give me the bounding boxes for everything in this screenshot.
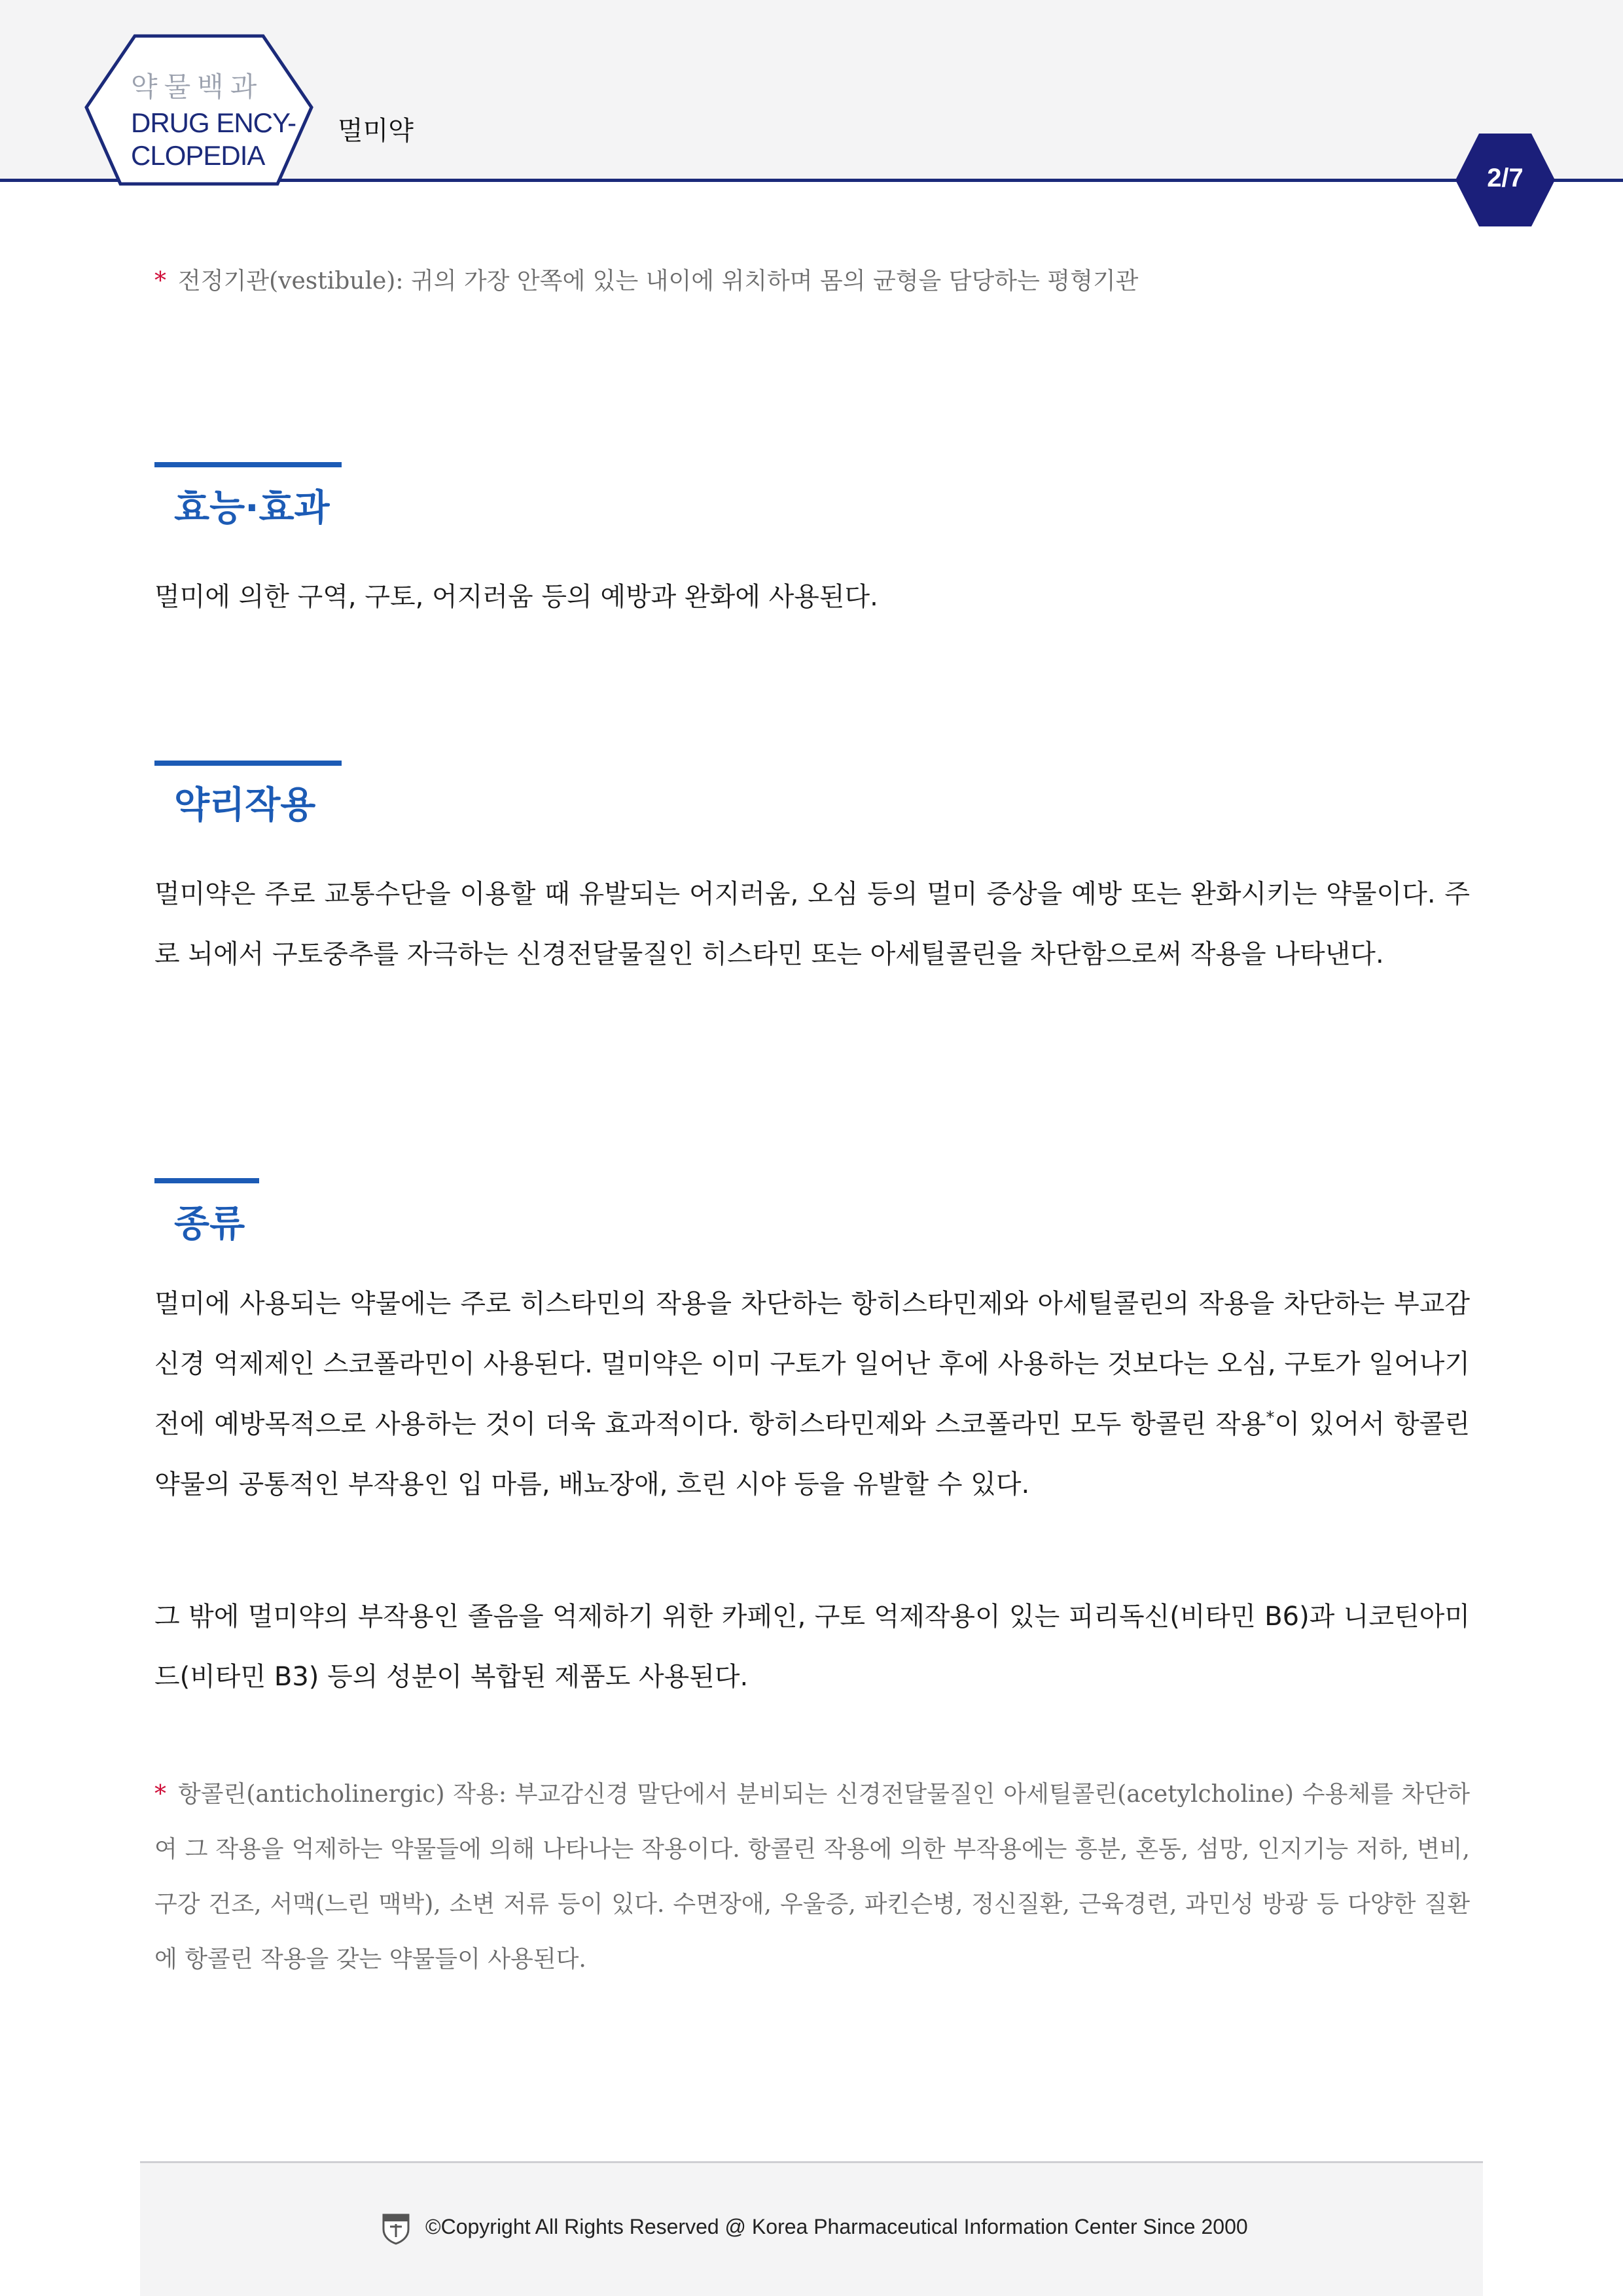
bottom-footnote xyxy=(154,1767,1470,1987)
footnote-marker: * xyxy=(154,1781,166,1808)
section-bar-types xyxy=(154,1178,259,1183)
top-footnote-text: 전정기관(vestibule): 귀의 가장 안쪽에 있는 내이에 위치하며 몸의 균형을 담당하는 평형기관 xyxy=(178,268,1139,295)
page-indicator: 2/7 xyxy=(1487,164,1524,192)
section-bar-pharmacology xyxy=(154,761,342,766)
section-title-efficacy: 효능·효과 xyxy=(174,487,330,529)
document-title: 멀미약 xyxy=(338,116,414,146)
logo-english-line1: DRUG ENCY- xyxy=(131,107,296,138)
section-title-types: 종류 xyxy=(174,1203,245,1246)
footnote-reference-marker: * xyxy=(1266,1408,1275,1428)
top-footnote xyxy=(154,254,1470,309)
section-title-pharmacology: 약리작용 xyxy=(174,784,316,827)
efficacy-paragraph: 멀미에 의한 구역, 구토, 어지러움 등의 예방과 완화에 사용된다. xyxy=(154,582,878,612)
types-paragraph-1-continued: 이 있어서 항콜린 약물의 공통적인 부작용인 입 마름, 배뇨장애, 흐린 시야 등을 유발할 수 있다. xyxy=(154,1409,1470,1499)
shield-crest-icon xyxy=(381,2212,411,2245)
footer-copyright: ©Copyright All Rights Reserved @ Korea Pharmaceutical Information Center Since 2000 xyxy=(425,2215,1248,2238)
pharmacology-paragraph: 멀미약은 주로 교통수단을 이용할 때 유발되는 어지러움, 오심 등의 멀미 증상을 예방 또는 완화시키는 약물이다. 주로 뇌에서 구토중추를 자극하는 신경전달물질인 히스타민 또는 아세틸콜린을 차단함으로써 작용을 나타낸다. xyxy=(154,879,1470,969)
types-paragraph-1-text: 멀미에 사용되는 약물에는 주로 히스타민의 작용을 차단하는 항히스타민제와 아세틸콜린의 작용을 차단하는 부교감신경 억제제인 스코폴라민이 사용된다. 멀미약은 이미 구토가 일어난 후에 사용하는 것보다는 오심, 구토가 일어나기 전에 예방목적으로 사용하는 것이 더욱 효과적이다. 항히스타민제와 스코폴라민 모두 항콜린 작용 xyxy=(154,1289,1470,1439)
bottom-footnote-text: 항콜린(anticholinergic) 작용: 부교감신경 말단에서 분비되는 신경전달물질인 아세틸콜린(acetylcholine) 수용체를 차단하여 그 작용을 억제하는 약물들에 의해 나타나는 작용이다. 항콜린 작용에 의한 부작용에는 흥분, 혼동, 섬망, 인지기능 저하, 변비, 구강 건조, 서맥(느린 맥박), 소변 저류 등이 있다. 수면장애, 우울증, 파킨슨병, 정신질환, 근육경련, 과민성 방광 등 다양한 질환에 항콜린 작용을 갖는 약물들이 사용된다. xyxy=(154,1781,1470,1973)
types-paragraph-1 xyxy=(154,1274,1470,1515)
logo-korean: 약물백과 xyxy=(131,71,264,103)
footnote-marker: * xyxy=(154,268,166,295)
logo-english-line2: CLOPEDIA xyxy=(131,140,265,171)
types-paragraph-2: 그 밖에 멀미약의 부작용인 졸음을 억제하기 위한 카페인, 구토 억제작용이 있는 피리독신(비타민 B6)과 니코틴아미드(비타민 B3) 등의 성분이 복합된 제품도 사용된다. xyxy=(154,1602,1470,1692)
section-bar-efficacy xyxy=(154,462,342,467)
